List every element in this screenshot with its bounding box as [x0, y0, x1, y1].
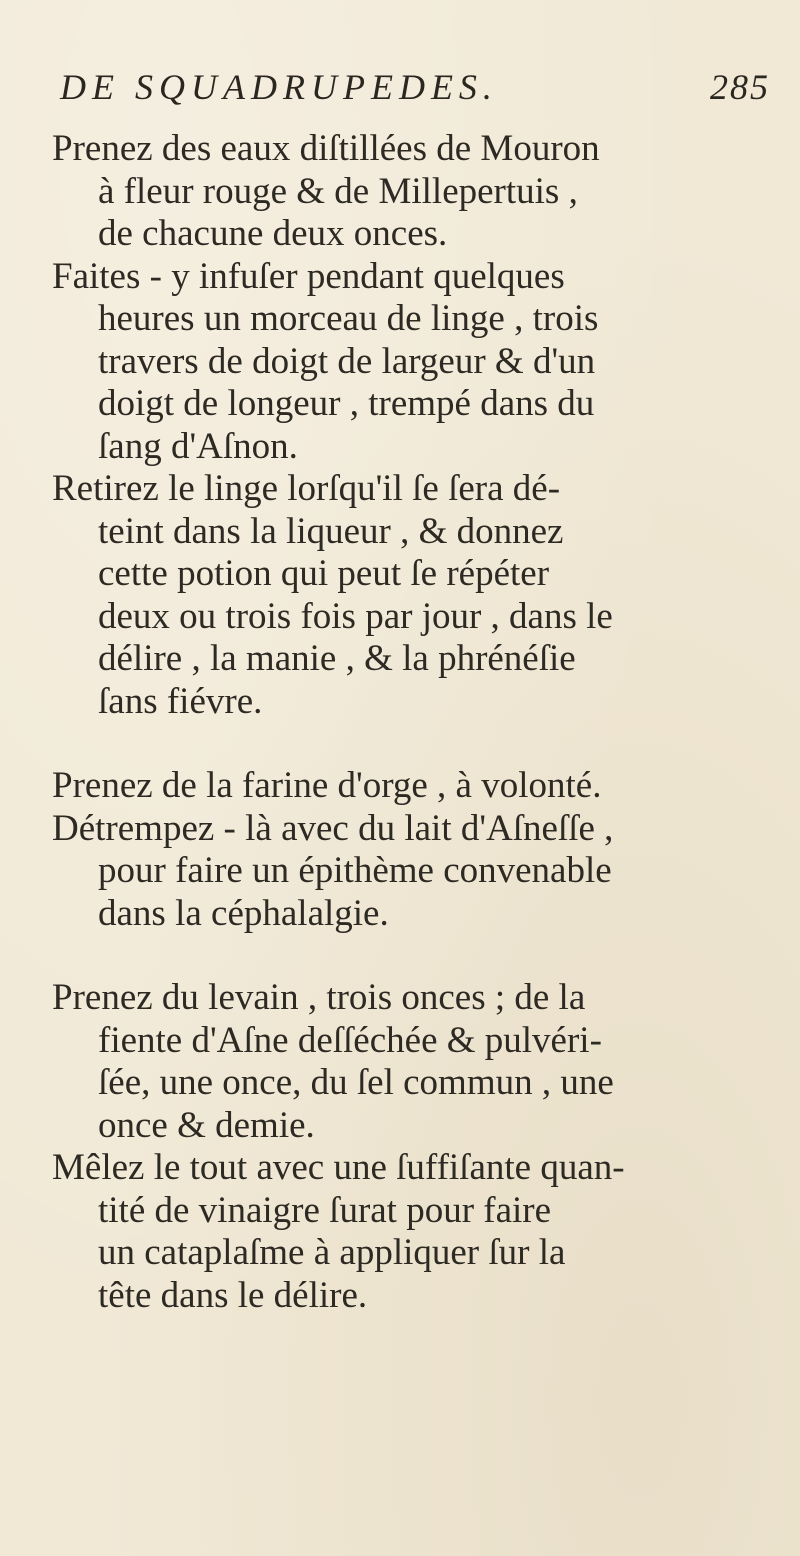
page-header — [60, 66, 770, 116]
text-line: once & demie. — [98, 1104, 315, 1146]
text-line: doigt de longeur , trempé dans du — [98, 383, 595, 424]
paragraph — [52, 977, 772, 1147]
paragraph — [52, 468, 772, 723]
page-body — [52, 128, 772, 1317]
paragraph — [52, 256, 772, 469]
text-line: ſée, une once, du ſel commun , une — [98, 1062, 614, 1103]
text-line: tête dans le délire. — [98, 1274, 368, 1316]
paragraph — [52, 765, 772, 935]
text-line: Retirez le linge lorſqu'il ſe ſera dé- — [52, 468, 561, 509]
paragraph — [52, 128, 772, 256]
text-line: Prenez du levain , trois onces ; de la — [52, 977, 586, 1018]
section-gap — [52, 723, 772, 765]
text-line: délire , la manie , & la phrénéſie — [98, 638, 576, 679]
paragraph — [52, 1147, 772, 1317]
text-line: Mêlez le tout avec une ſuffiſante quan- — [52, 1147, 625, 1188]
page-number: 285 — [710, 67, 770, 107]
text-line: deux ou trois fois par jour , dans le — [98, 595, 613, 637]
recipe — [52, 977, 772, 1317]
running-title: DE SQUADRUPEDES. — [60, 67, 498, 107]
text-line: travers de doigt de largeur & d'un — [98, 340, 596, 382]
text-line: Faites - y infuſer pendant quelques — [52, 255, 565, 297]
text-line: Prenez des eaux diſtillées de Mouron — [52, 128, 600, 169]
section-gap — [52, 935, 772, 977]
text-line: Détrempez - là avec du lait d'Aſneſſe , — [52, 807, 614, 849]
text-line: de chacune deux onces. — [98, 213, 448, 254]
text-line: pour faire un épithème convenable — [98, 850, 612, 891]
recipe — [52, 765, 772, 935]
text-line: Prenez de la farine d'orge , à volonté. — [52, 765, 602, 806]
text-line: un cataplaſme à appliquer ſur la — [98, 1232, 566, 1273]
recipe — [52, 128, 772, 723]
text-line: ſans fiévre. — [98, 680, 263, 722]
text-line: teint dans la liqueur , & donnez — [98, 510, 564, 552]
text-line: dans la céphalalgie. — [98, 892, 389, 934]
text-line: cette potion qui peut ſe répéter — [98, 553, 550, 594]
text-line: tité de vinaigre ſurat pour faire — [98, 1189, 552, 1231]
text-line: fiente d'Aſne deſſéchée & pulvéri- — [98, 1019, 602, 1061]
text-line: ſang d'Aſnon. — [98, 425, 298, 467]
text-line: à fleur rouge & de Millepertuis , — [98, 170, 578, 212]
text-line: heures un morceau de linge , trois — [98, 298, 599, 339]
